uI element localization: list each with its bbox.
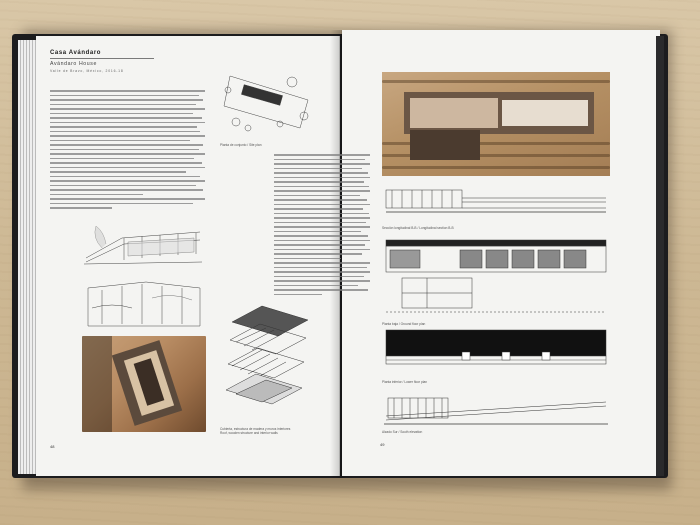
lower-floor-caption: Planta inferior / Lower floor plan <box>382 380 428 384</box>
left-page-number: 48 <box>50 444 55 449</box>
body-text-block <box>50 90 205 212</box>
ground-floor-caption: Planta baja / Ground floor plan <box>382 322 426 326</box>
elevation-caption: Alzado Sur / South elevation <box>382 430 423 434</box>
project-title: Casa Avándaro <box>50 50 102 56</box>
project-subtitle: Avándaro House <box>50 61 97 67</box>
perspective-sketch-interior <box>82 278 206 330</box>
perspective-sketch-exterior <box>82 218 206 266</box>
right-page-number: 49 <box>380 442 385 447</box>
article-heading <box>50 50 170 73</box>
page-edges <box>18 40 38 474</box>
axonometric-caption: Cubierta, estructura de madera y muros interiores Roof, wooden structure and interior walls <box>220 427 291 435</box>
project-location: Valle de Bravo, México, 2016-18 <box>50 69 124 73</box>
section-caption: Sección longitudinal B-B / Longitudinal section B-B <box>382 226 454 230</box>
axonometric-exploded-drawing <box>222 300 318 424</box>
ground-floor-plan-drawing <box>382 238 610 318</box>
model-aerial-photo <box>382 72 610 176</box>
longitudinal-section-drawing <box>382 184 610 224</box>
model-photo <box>82 336 206 432</box>
title-rule <box>50 58 154 59</box>
book-right-edge <box>656 36 664 476</box>
right-body-text <box>274 154 370 298</box>
south-elevation-drawing <box>382 388 610 428</box>
site-plan-caption: Planta de conjunto / Site plan <box>220 143 262 147</box>
site-plan-drawing <box>220 70 318 140</box>
lower-floor-plan-drawing <box>382 328 610 374</box>
